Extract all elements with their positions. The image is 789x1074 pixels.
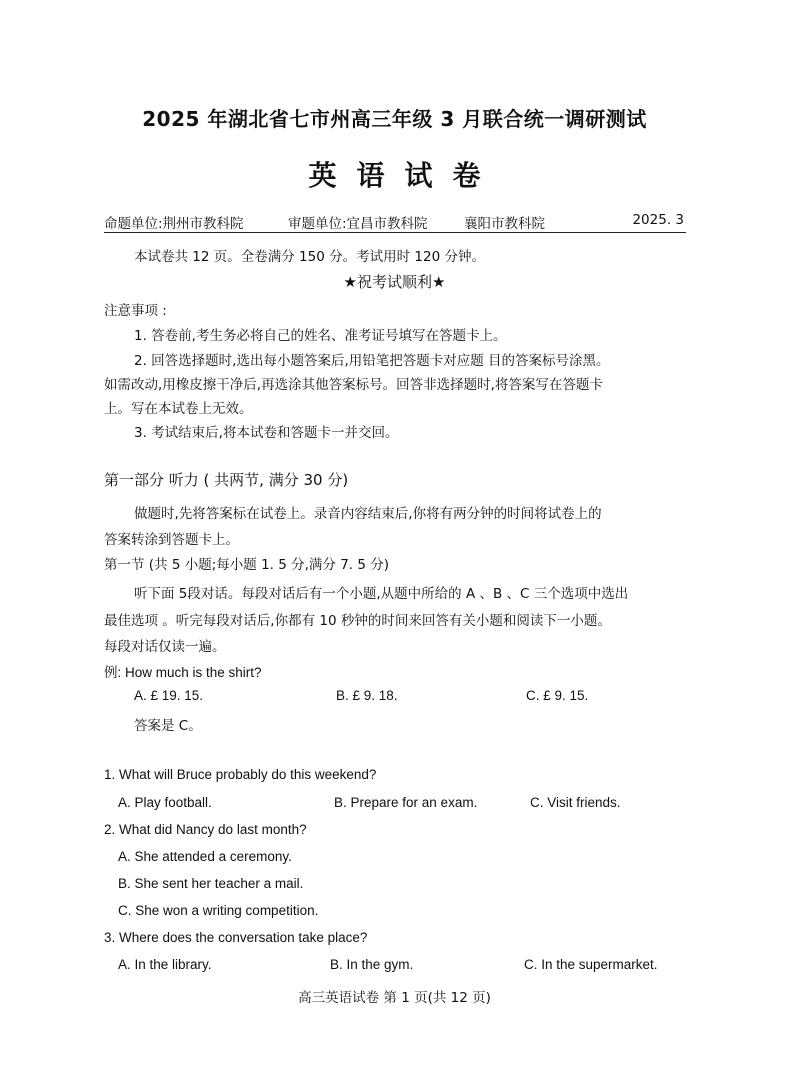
example-option-b: B. £ 9. 18. [336,688,398,703]
question-3-option-b: B. In the gym. [330,957,414,972]
notice-item-2-line-2: 如需改动,用橡皮擦干净后,再选涂其他答案标号。回答非选择题时,将答案写在答题卡 [104,377,603,393]
question-1: 1. What will Bruce probably do this weekend? [104,767,377,782]
exam-intro: 本试卷共 12 页。全卷满分 150 分。考试用时 120 分钟。 [134,249,485,265]
example-option-a: A. £ 19. 15. [134,688,204,703]
question-2: 2. What did Nancy do last month? [104,822,307,837]
question-1-option-b: B. Prepare for an exam. [334,795,478,810]
example-answer: 答案是 C。 [134,718,202,734]
reviewer-unit-2: 襄阳市教科院 [464,216,545,232]
section1-instructions-line-1: 听下面 5段对话。每段对话后有一个小题,从题中所给的 A 、B 、C 三个选项中选出 [134,586,629,602]
setter-unit: 命题单位:荆州市教科院 [104,216,244,232]
question-2-option-c: C. She won a writing competition. [118,903,319,918]
question-2-option-a: A. She attended a ceremony. [118,849,292,864]
notice-item-2-line-1: 2. 回答选择题时,选出每小题答案后,用铅笔把答题卡对应题 目的答案标号涂黑。 [134,353,610,369]
example-question: 例: How much is the shirt? [104,665,262,680]
part1-instructions-line-2: 答案转涂到答题卡上。 [104,532,239,548]
section1-instructions-line-3: 每段对话仅读一遍。 [104,639,226,655]
question-1-option-a: A. Play football. [118,795,212,810]
exam-meta-row [104,212,686,233]
question-2-option-b: B. She sent her teacher a mail. [118,876,304,891]
reviewer-unit: 审题单位:宜昌市教科院 [288,216,428,232]
notice-heading: 注意事项 : [104,303,167,319]
example-option-c: C. £ 9. 15. [526,688,589,703]
notice-item-3: 3. 考试结束后,将本试卷和答题卡一并交回。 [134,425,399,441]
question-3-option-a: A. In the library. [118,957,212,972]
exam-date: 2025. 3 [632,212,684,228]
notice-item-1: 1. 答卷前,考生务必将自己的姓名、准考证号填写在答题卡上。 [134,328,507,344]
page-footer: 高三英语试卷 第 1 页(共 12 页) [298,990,491,1006]
question-3-option-c: C. In the supermarket. [524,957,658,972]
section1-instructions-line-2: 最佳选项 。听完每段对话后,你都有 10 秒钟的时间来回答有关小题和阅读下一小题。 [104,613,611,629]
section1-heading: 第一节 (共 5 小题;每小题 1. 5 分,满分 7. 5 分) [104,557,390,573]
part1-heading: 第一部分 听力 ( 共两节, 满分 30 分) [104,471,349,489]
question-1-option-c: C. Visit friends. [530,795,621,810]
notice-item-2-line-3: 上。写在本试卷上无效。 [104,401,253,417]
part1-instructions-line-1: 做题时,先将答案标在试卷上。录音内容结束后,你将有两分钟的时间将试卷上的 [134,506,602,522]
blessing: ★祝考试顺利★ [343,273,446,291]
exam-subject: 英语试卷 [308,159,501,192]
exam-title: 2025 年湖北省七市州高三年级 3 月联合统一调研测试 [142,107,647,131]
question-3: 3. Where does the conversation take place? [104,930,368,945]
